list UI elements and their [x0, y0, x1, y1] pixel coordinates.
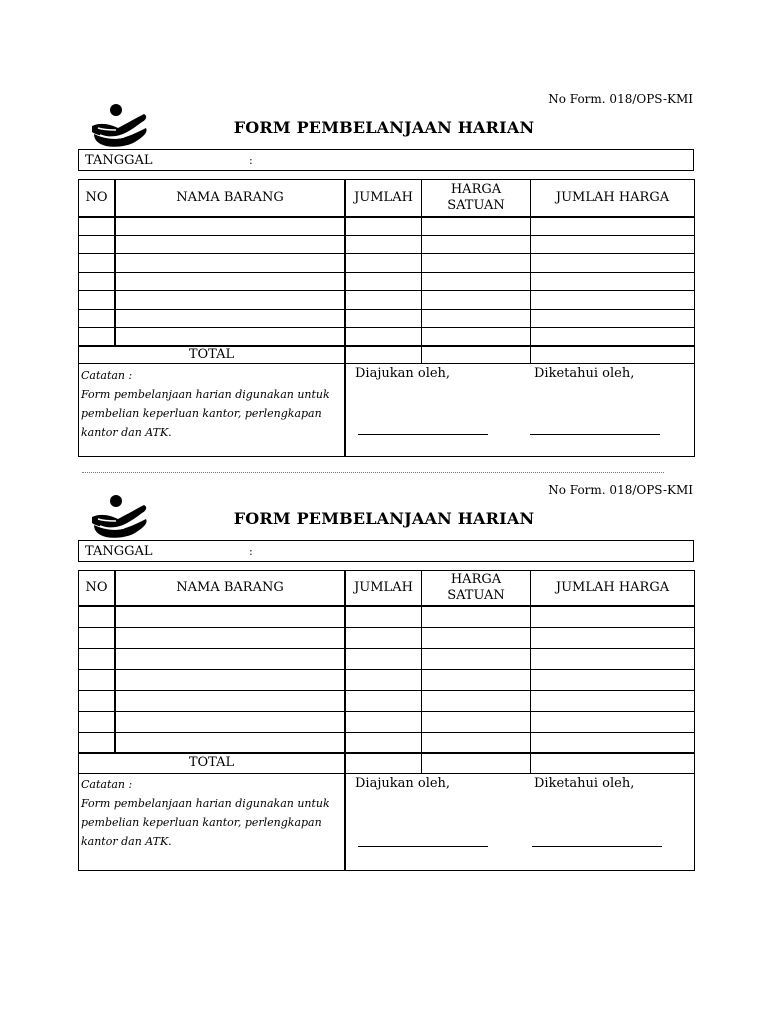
- date-label: TANGGAL: [85, 544, 153, 559]
- date-field[interactable]: [78, 540, 694, 562]
- notes-divider: [79, 773, 694, 774]
- items-table: [78, 570, 695, 871]
- submitted-by-signature-line[interactable]: [358, 434, 488, 435]
- header-divider: [79, 605, 694, 607]
- row-divider: [79, 669, 694, 670]
- notes-label: Catatan :: [81, 369, 133, 382]
- col-header-no: NO: [85, 579, 108, 595]
- row-divider: [79, 253, 694, 254]
- form-title: FORM PEMBELANJAAN HARIAN: [233, 118, 535, 137]
- row-divider: [79, 309, 694, 310]
- row-divider: [79, 732, 694, 733]
- total-label: TOTAL: [188, 346, 235, 362]
- notes-block: [81, 366, 341, 442]
- notes-text: Form pembelanjaan harian digunakan untuk pembelian keperluan kantor, perlengkapan kantor dan ATK.: [81, 797, 330, 848]
- row-divider: [79, 290, 694, 291]
- purchase-form-2: [0, 483, 768, 943]
- items-table: [78, 179, 695, 457]
- col-header-jumlah: JUMLAH: [354, 189, 413, 205]
- col-divider: [344, 571, 346, 870]
- col-header-jumlah-harga: JUMLAH HARGA: [555, 189, 670, 205]
- row-divider: [79, 627, 694, 628]
- date-colon: :: [249, 545, 253, 558]
- col-header-no: NO: [85, 189, 108, 205]
- col-header-nama-barang: NAMA BARANG: [176, 189, 284, 205]
- notes-label: Catatan :: [81, 778, 133, 791]
- submitted-by-signature-line[interactable]: [358, 846, 488, 847]
- submitted-by-label: Diajukan oleh,: [355, 776, 451, 791]
- header-divider: [79, 216, 694, 218]
- row-divider: [79, 648, 694, 649]
- col-header-harga-satuan: HARGA SATUAN: [447, 181, 505, 213]
- col-header-harga-satuan: HARGA SATUAN: [447, 571, 505, 603]
- acknowledged-by-label: Diketahui oleh,: [534, 776, 635, 791]
- col-header-jumlah-harga: JUMLAH HARGA: [555, 579, 670, 595]
- acknowledged-by-signature-line[interactable]: [530, 434, 660, 435]
- row-divider: [79, 272, 694, 273]
- submitted-by-label: Diajukan oleh,: [355, 366, 451, 381]
- row-divider: [79, 235, 694, 236]
- form-number: No Form. 018/OPS-KMI: [548, 483, 693, 497]
- date-colon: :: [249, 154, 253, 167]
- notes-block: [81, 775, 341, 851]
- form-title: FORM PEMBELANJAAN HARIAN: [233, 509, 535, 528]
- acknowledged-by-label: Diketahui oleh,: [534, 366, 635, 381]
- col-header-nama-barang: NAMA BARANG: [176, 579, 284, 595]
- row-divider: [79, 327, 694, 328]
- total-label: TOTAL: [188, 754, 235, 770]
- row-divider: [79, 711, 694, 712]
- col-divider: [344, 180, 346, 456]
- cut-line: [82, 472, 664, 473]
- acknowledged-by-signature-line[interactable]: [532, 846, 662, 847]
- date-field[interactable]: [78, 149, 694, 171]
- col-header-jumlah: JUMLAH: [354, 579, 413, 595]
- date-label: TANGGAL: [85, 153, 153, 168]
- notes-text: Form pembelanjaan harian digunakan untuk pembelian keperluan kantor, perlengkapan kantor dan ATK.: [81, 388, 330, 439]
- row-divider: [79, 690, 694, 691]
- form-number: No Form. 018/OPS-KMI: [548, 92, 693, 106]
